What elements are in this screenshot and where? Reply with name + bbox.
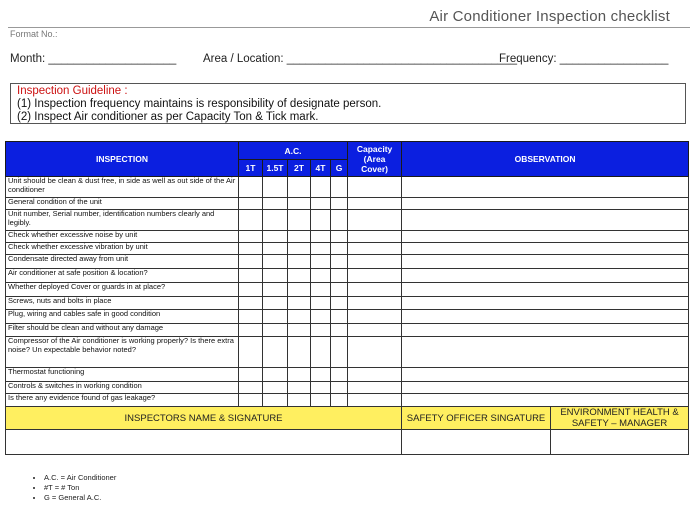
tick-2t-cell[interactable]	[288, 283, 311, 297]
tick-general-cell[interactable]	[331, 231, 348, 243]
format-number-label: Format No.:	[10, 29, 58, 39]
capacity-cell[interactable]	[348, 198, 402, 210]
tick-2t-cell[interactable]	[288, 231, 311, 243]
inspection-item: Check whether excessive vibration by unit	[6, 243, 239, 255]
tick-1-5t-cell[interactable]	[263, 382, 288, 394]
inspection-item: Condensate directed away from unit	[6, 255, 239, 269]
observation-cell[interactable]	[402, 394, 689, 407]
tick-1-5t-cell[interactable]	[263, 198, 288, 210]
tick-4t-cell[interactable]	[311, 198, 331, 210]
checklist-row	[6, 243, 689, 255]
tick-1-5t-cell[interactable]	[263, 297, 288, 310]
tick-2t-cell[interactable]	[288, 324, 311, 337]
tick-1t-cell[interactable]	[239, 231, 263, 243]
observation-cell[interactable]	[402, 324, 689, 337]
observation-cell[interactable]	[402, 231, 689, 243]
tick-1t-cell[interactable]	[239, 337, 263, 368]
checklist-row	[6, 394, 689, 407]
checklist-row	[6, 337, 689, 368]
inspection-item: Screws, nuts and bolts in place	[6, 297, 239, 310]
checklist-row	[6, 198, 689, 210]
ac-header: A.C.	[239, 142, 348, 160]
tick-1t-cell[interactable]	[239, 297, 263, 310]
title-divider	[8, 27, 690, 28]
observation-cell[interactable]	[402, 177, 689, 198]
tick-1-5t-cell[interactable]	[263, 243, 288, 255]
observation-cell[interactable]	[402, 368, 689, 382]
inspection-guideline-box	[10, 83, 686, 124]
tick-2t-cell[interactable]	[288, 269, 311, 283]
ehs-manager-signature-label: ENVIRONMENT HEALTH & SAFETY – MANAGER	[551, 407, 689, 430]
capacity-cell[interactable]	[348, 177, 402, 198]
tick-4t-cell[interactable]	[311, 394, 331, 407]
inspectors-signature-cell[interactable]	[6, 430, 402, 455]
tick-2t-cell[interactable]	[288, 337, 311, 368]
observation-cell[interactable]	[402, 337, 689, 368]
tick-2t-cell[interactable]	[288, 394, 311, 407]
inspection-item: Unit number, Serial number, identification numbers clearly and legibly.	[6, 210, 239, 231]
tick-1-5t-cell[interactable]	[263, 310, 288, 324]
checklist-row	[6, 177, 689, 198]
inspection-item: Thermostat functioning	[6, 368, 239, 382]
tick-1t-cell[interactable]	[239, 394, 263, 407]
tick-general-cell[interactable]	[331, 337, 348, 368]
observation-cell[interactable]	[402, 269, 689, 283]
checklist-row	[6, 368, 689, 382]
capacity-cell[interactable]	[348, 283, 402, 297]
checklist-row	[6, 324, 689, 337]
tick-2t-cell[interactable]	[288, 198, 311, 210]
guideline-line: (1) Inspection frequency maintains is responsibility of designate person.	[17, 98, 382, 110]
checklist-row	[6, 382, 689, 394]
tick-general-cell[interactable]	[331, 310, 348, 324]
inspection-header: INSPECTION	[6, 142, 239, 177]
ehs-manager-signature-cell[interactable]	[551, 430, 689, 455]
tick-4t-cell[interactable]	[311, 210, 331, 231]
safety-officer-signature-cell[interactable]	[402, 430, 551, 455]
checklist-row	[6, 231, 689, 243]
tick-2t-cell[interactable]	[288, 310, 311, 324]
tick-1-5t-cell[interactable]	[263, 324, 288, 337]
tick-2t-cell[interactable]	[288, 382, 311, 394]
checklist-rows	[6, 177, 689, 407]
capacity-cell[interactable]	[348, 337, 402, 368]
legend-note: • #T = # Ton	[44, 483, 116, 493]
tick-general-cell[interactable]	[331, 324, 348, 337]
tick-4t-cell[interactable]	[311, 255, 331, 269]
capacity-cell[interactable]	[348, 324, 402, 337]
tick-4t-cell[interactable]	[311, 368, 331, 382]
capacity-cell[interactable]	[348, 231, 402, 243]
tick-1t-cell[interactable]	[239, 283, 263, 297]
guideline-line: (2) Inspect Air conditioner as per Capacity Ton & Tick mark.	[17, 111, 319, 123]
inspection-item: Plug, wiring and cables safe in good condition	[6, 310, 239, 324]
inspection-item: Unit should be clean & dust free, in side as well as out side of the Air conditioner	[6, 177, 239, 198]
tick-1-5t-cell[interactable]	[263, 337, 288, 368]
observation-cell[interactable]	[402, 198, 689, 210]
capacity-cell[interactable]	[348, 382, 402, 394]
guideline-title: Inspection Guideline :	[17, 85, 128, 97]
area-location-field[interactable]: Area / Location: ____________________________________	[203, 53, 517, 65]
tick-general-cell[interactable]	[331, 269, 348, 283]
tick-1t-cell[interactable]	[239, 177, 263, 198]
tick-general-cell[interactable]	[331, 210, 348, 231]
capacity-header: Capacity (Area Cover)	[348, 142, 402, 177]
month-field[interactable]: Month: ____________________	[10, 53, 177, 65]
tick-4t-cell[interactable]	[311, 324, 331, 337]
tick-2t-cell[interactable]	[288, 297, 311, 310]
inspection-item: General condition of the unit	[6, 198, 239, 210]
tick-1-5t-cell[interactable]	[263, 210, 288, 231]
observation-cell[interactable]	[402, 255, 689, 269]
tick-1-5t-cell[interactable]	[263, 269, 288, 283]
inspection-checklist-table	[5, 141, 689, 455]
tick-4t-cell[interactable]	[311, 177, 331, 198]
tick-general-cell[interactable]	[331, 255, 348, 269]
tick-1t-cell[interactable]	[239, 243, 263, 255]
checklist-row	[6, 297, 689, 310]
capacity-cell[interactable]	[348, 243, 402, 255]
inspection-item: Check whether excessive noise by unit	[6, 231, 239, 243]
tick-1-5t-cell[interactable]	[263, 177, 288, 198]
legend-notes	[32, 473, 116, 503]
ac-4t-header: 4T	[311, 160, 331, 177]
tick-1t-cell[interactable]	[239, 382, 263, 394]
checklist-row	[6, 210, 689, 231]
capacity-cell[interactable]	[348, 310, 402, 324]
tick-1-5t-cell[interactable]	[263, 255, 288, 269]
tick-1t-cell[interactable]	[239, 368, 263, 382]
tick-4t-cell[interactable]	[311, 297, 331, 310]
tick-general-cell[interactable]	[331, 283, 348, 297]
tick-general-cell[interactable]	[331, 394, 348, 407]
observation-cell[interactable]	[402, 283, 689, 297]
inspection-item: Compressor of the Air conditioner is working properly? Is there extra noise? Un expectable behavior noted?	[6, 337, 239, 368]
capacity-cell[interactable]	[348, 394, 402, 407]
safety-officer-signature-label: SAFETY OFFICER SINGATURE	[402, 407, 551, 430]
observation-cell[interactable]	[402, 210, 689, 231]
checklist-row	[6, 255, 689, 269]
tick-4t-cell[interactable]	[311, 283, 331, 297]
inspection-item: Air conditioner at safe position & location?	[6, 269, 239, 283]
observation-header: OBSERVATION	[402, 142, 689, 177]
tick-1-5t-cell[interactable]	[263, 283, 288, 297]
capacity-cell[interactable]	[348, 255, 402, 269]
observation-cell[interactable]	[402, 297, 689, 310]
observation-cell[interactable]	[402, 310, 689, 324]
legend-note: • G = General A.C.	[44, 493, 116, 503]
tick-1t-cell[interactable]	[239, 198, 263, 210]
checklist-row	[6, 310, 689, 324]
capacity-cell[interactable]	[348, 210, 402, 231]
tick-general-cell[interactable]	[331, 368, 348, 382]
capacity-cell[interactable]	[348, 269, 402, 283]
tick-1t-cell[interactable]	[239, 310, 263, 324]
tick-4t-cell[interactable]	[311, 337, 331, 368]
inspection-item: Is there any evidence found of gas leakage?	[6, 394, 239, 407]
tick-1-5t-cell[interactable]	[263, 231, 288, 243]
tick-1-5t-cell[interactable]	[263, 368, 288, 382]
document-title: Air Conditioner Inspection checklist	[429, 8, 670, 25]
tick-2t-cell[interactable]	[288, 243, 311, 255]
capacity-cell[interactable]	[348, 297, 402, 310]
tick-1t-cell[interactable]	[239, 269, 263, 283]
ac-2t-header: 2T	[288, 160, 311, 177]
tick-2t-cell[interactable]	[288, 255, 311, 269]
tick-general-cell[interactable]	[331, 297, 348, 310]
tick-1t-cell[interactable]	[239, 255, 263, 269]
inspection-item: Whether deployed Cover or guards in at place?	[6, 283, 239, 297]
ac-general-header: G	[331, 160, 348, 177]
tick-1t-cell[interactable]	[239, 210, 263, 231]
tick-4t-cell[interactable]	[311, 382, 331, 394]
inspectors-signature-label: INSPECTORS NAME & SIGNATURE	[6, 407, 402, 430]
tick-4t-cell[interactable]	[311, 269, 331, 283]
inspection-item: Filter should be clean and without any damage	[6, 324, 239, 337]
tick-4t-cell[interactable]	[311, 231, 331, 243]
tick-2t-cell[interactable]	[288, 210, 311, 231]
frequency-field[interactable]: Frequency: _________________	[499, 53, 669, 65]
tick-general-cell[interactable]	[331, 243, 348, 255]
tick-4t-cell[interactable]	[311, 310, 331, 324]
tick-general-cell[interactable]	[331, 177, 348, 198]
tick-general-cell[interactable]	[331, 382, 348, 394]
ac-1-5t-header: 1.5T	[263, 160, 288, 177]
observation-cell[interactable]	[402, 243, 689, 255]
observation-cell[interactable]	[402, 382, 689, 394]
legend-note: • A.C. = Air Conditioner	[44, 473, 116, 483]
checklist-row	[6, 269, 689, 283]
tick-1t-cell[interactable]	[239, 324, 263, 337]
tick-1-5t-cell[interactable]	[263, 394, 288, 407]
checklist-row	[6, 283, 689, 297]
ac-1t-header: 1T	[239, 160, 263, 177]
capacity-cell[interactable]	[348, 368, 402, 382]
tick-2t-cell[interactable]	[288, 177, 311, 198]
tick-general-cell[interactable]	[331, 198, 348, 210]
tick-4t-cell[interactable]	[311, 243, 331, 255]
tick-2t-cell[interactable]	[288, 368, 311, 382]
inspection-item: Controls & switches in working condition	[6, 382, 239, 394]
